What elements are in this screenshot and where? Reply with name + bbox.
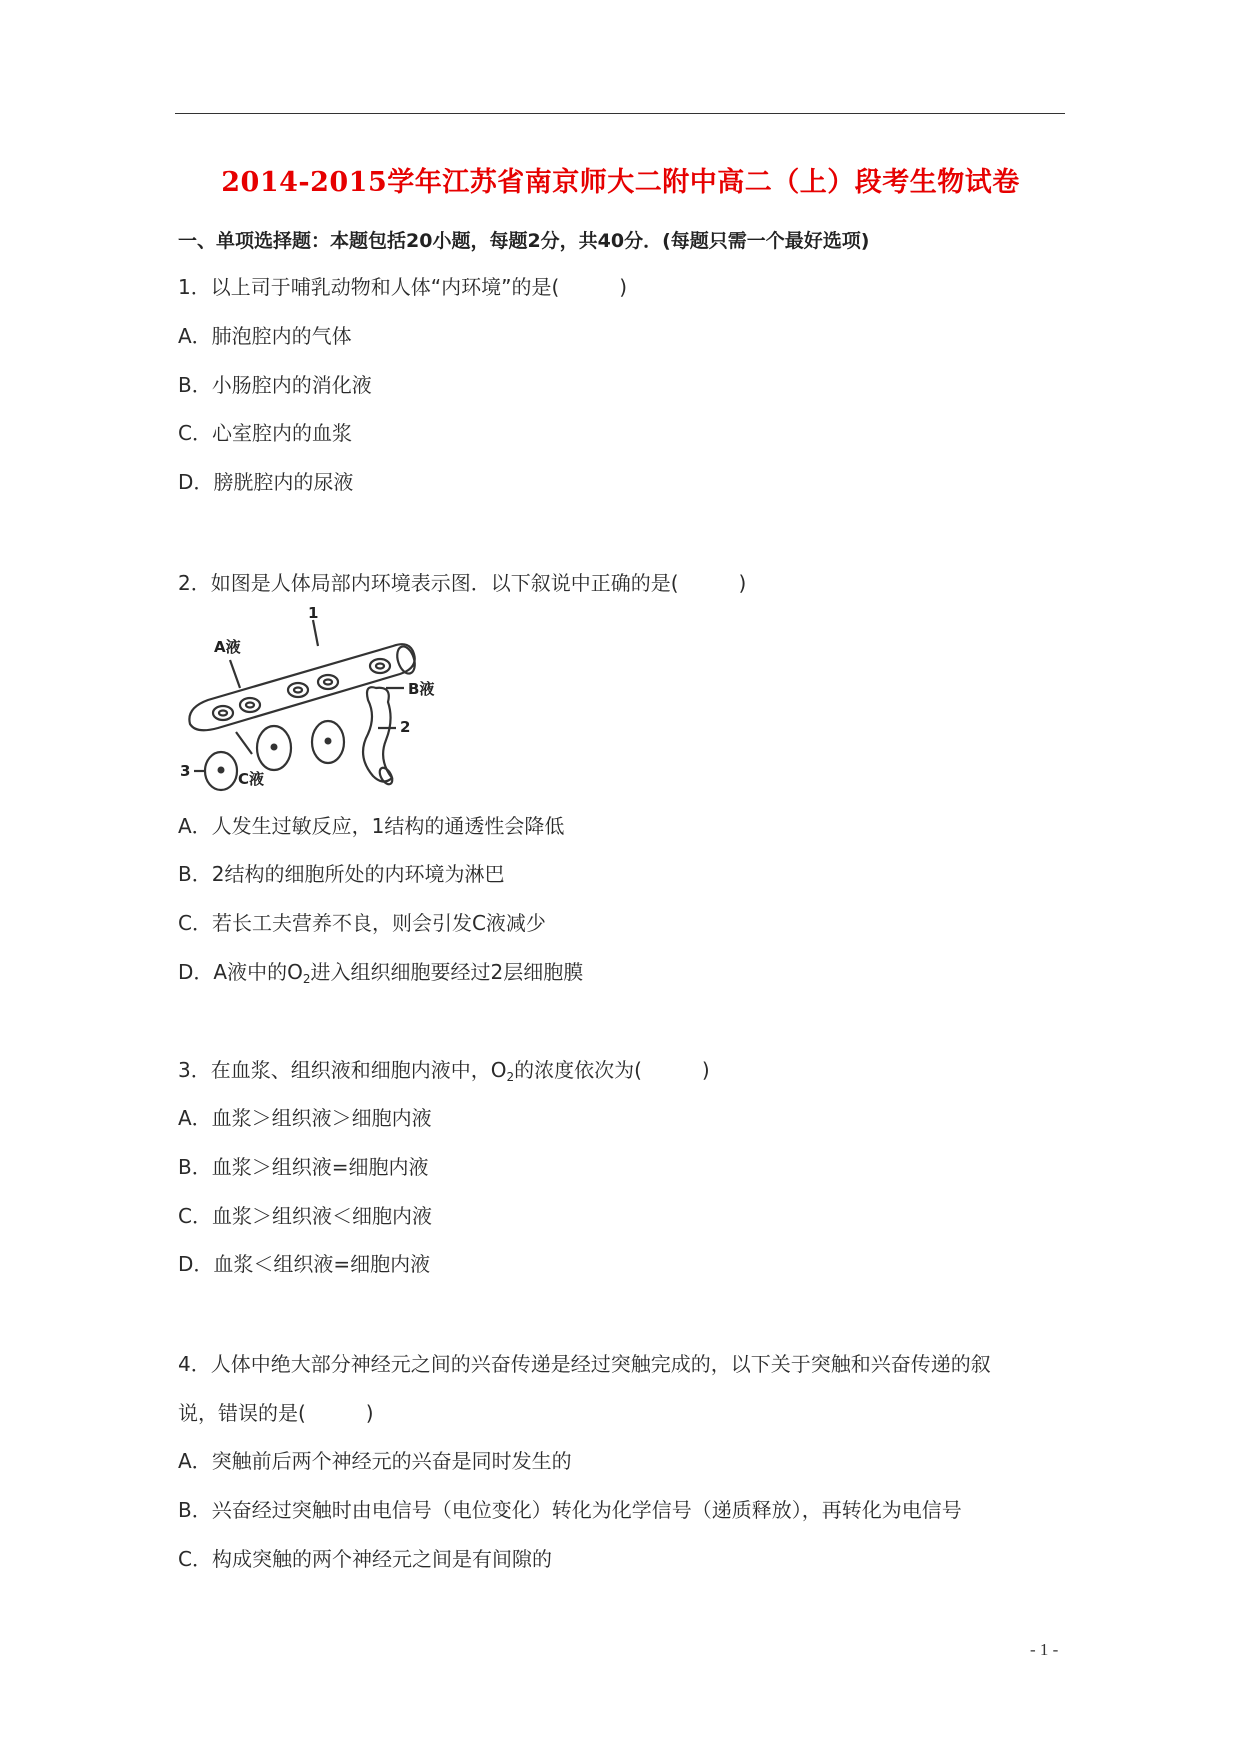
question-3-option-c: C．血浆＞组织液＜细胞内液 [178,1204,432,1228]
question-4-option-c: C．构成突触的两个神经元之间是有间隙的 [178,1547,552,1571]
question-2-option-a: A．人发生过敏反应，1结构的通透性会降低 [178,814,565,838]
question-1-option-b: B．小肠腔内的消化液 [178,373,372,397]
question-4-option-b: B．兴奋经过突触时由电信号（电位变化）转化为化学信号（递质释放），再转化为电信号 [178,1498,962,1522]
red-blood-cells [213,659,390,720]
question-2-option-d: D．A液中的$O_2$进入组织细胞要经过2层细胞膜 [178,960,584,986]
question-4-stem-line-2: 说，错误的是( ) [178,1401,374,1425]
lymphatic-vessel [363,687,392,781]
question-3-option-d: D．血浆＜组织液=细胞内液 [178,1252,431,1276]
label-2: 2 [400,718,411,736]
question-1-stem: 1．以上司于哺乳动物和人体“内环境”的是( ) [178,275,628,299]
label-b-fluid: B液 [408,680,435,698]
page-title: 2014-2015学年江苏省南京师大二附中高二（上）段考生物试卷 [221,167,1020,198]
question-3-stem: 3．在血浆、组织液和细胞内液中，$O_2$的浓度依次为( ) [178,1058,710,1084]
question-2-stem: 2．如图是人体局部内环境表示图．以下叙说中正确的是( ) [178,571,747,595]
question-1-option-a: A．肺泡腔内的气体 [178,324,352,348]
label-1: 1 [308,604,319,622]
question-1-option-c: C．心室腔内的血浆 [178,421,352,445]
question-3-option-a: A．血浆＞组织液＞细胞内液 [178,1106,432,1130]
internal-environment-diagram [178,604,468,791]
page-number: - 1 - [1030,1640,1059,1659]
header-rule [175,113,1065,114]
cell-nucleus [271,744,278,751]
label-3: 3 [180,762,191,780]
section-heading: 一、单项选择题：本题包括20小题，每题2分，共40分．(每题只需一个最好选项) [178,230,870,252]
label-a-fluid: A液 [214,638,241,656]
cell-nucleus [325,738,332,745]
label-c-fluid: C液 [238,770,265,788]
tissue-cells [205,721,344,790]
question-1-option-d: D．膀胱腔内的尿液 [178,470,354,494]
question-3-option-b: B．血浆＞组织液=细胞内液 [178,1155,429,1179]
question-2-option-b: B．2结构的细胞所处的内环境为淋巴 [178,862,505,886]
cell-nucleus [218,767,225,774]
question-2-option-c: C．若长工夫营养不良，则会引发C液减少 [178,911,546,935]
question-4-stem-line-1: 4．人体中绝大部分神经元之间的兴奋传递是经过突触完成的，以下关于突触和兴奋传递的叙 [178,1352,991,1376]
question-4-option-a: A．突触前后两个神经元的兴奋是同时发生的 [178,1449,572,1473]
